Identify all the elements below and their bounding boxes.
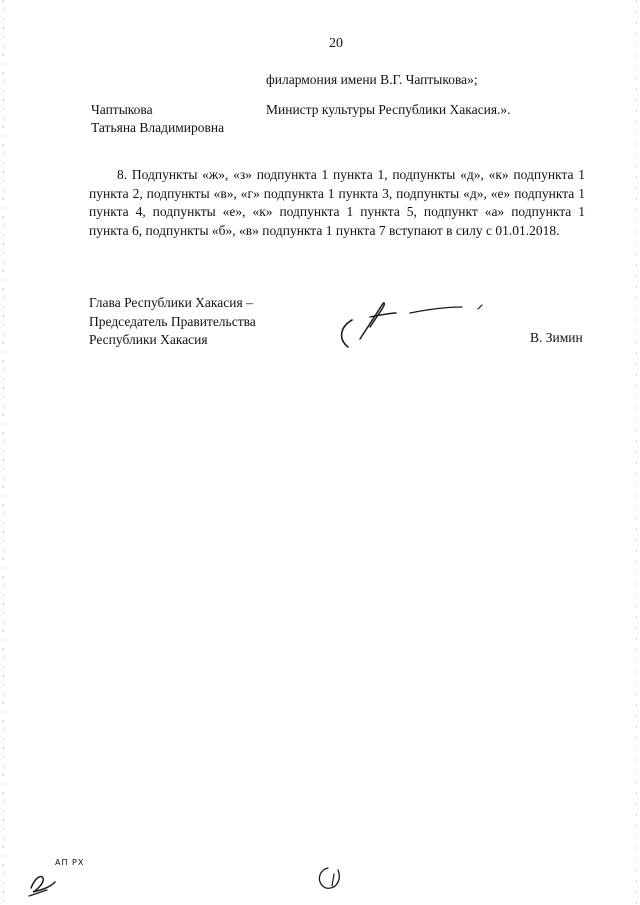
official-surname: Чаптыкова	[91, 102, 153, 117]
scan-edge-right	[636, 0, 637, 905]
official-given-names: Татьяна Владимировна	[91, 120, 225, 135]
paragraph-8: 8. Подпункты «ж», «з» подпункта 1 пункта 1, подпункты «д», «к» подпункта 1 пункта 2, подпункты «в», «г» подпункта 1 пункта 3, подпункты «д», «е» подпункта 1 пункта 4, подпункты «е», «к» подпункта 1 пункта 5, подпункт «а» подпункта 1 пункта 6, подпункты «б», «в» подпункта 1 пункта 7 вступают в силу с 01.01.2018.	[89, 167, 585, 238]
signer-title-block	[89, 294, 256, 350]
scan-edge-left	[3, 0, 4, 905]
signer-title-line-1: Глава Республики Хакасия –	[89, 295, 253, 310]
handwritten-signature	[330, 295, 490, 355]
signer-title-line-3: Республики Хакасия	[89, 332, 208, 347]
signer-title-line-2: Председатель Правительства	[89, 313, 256, 329]
official-position: Министр культуры Республики Хакасия.».	[266, 102, 511, 117]
handwritten-mark	[310, 860, 350, 894]
page-number: 20	[329, 36, 343, 51]
footer-stamp: АП РХ	[55, 858, 85, 867]
handwritten-initials	[25, 866, 65, 898]
signer-name: В. Зимин	[530, 330, 583, 345]
continuation-line: филармония имени В.Г. Чаптыкова»;	[266, 72, 478, 87]
